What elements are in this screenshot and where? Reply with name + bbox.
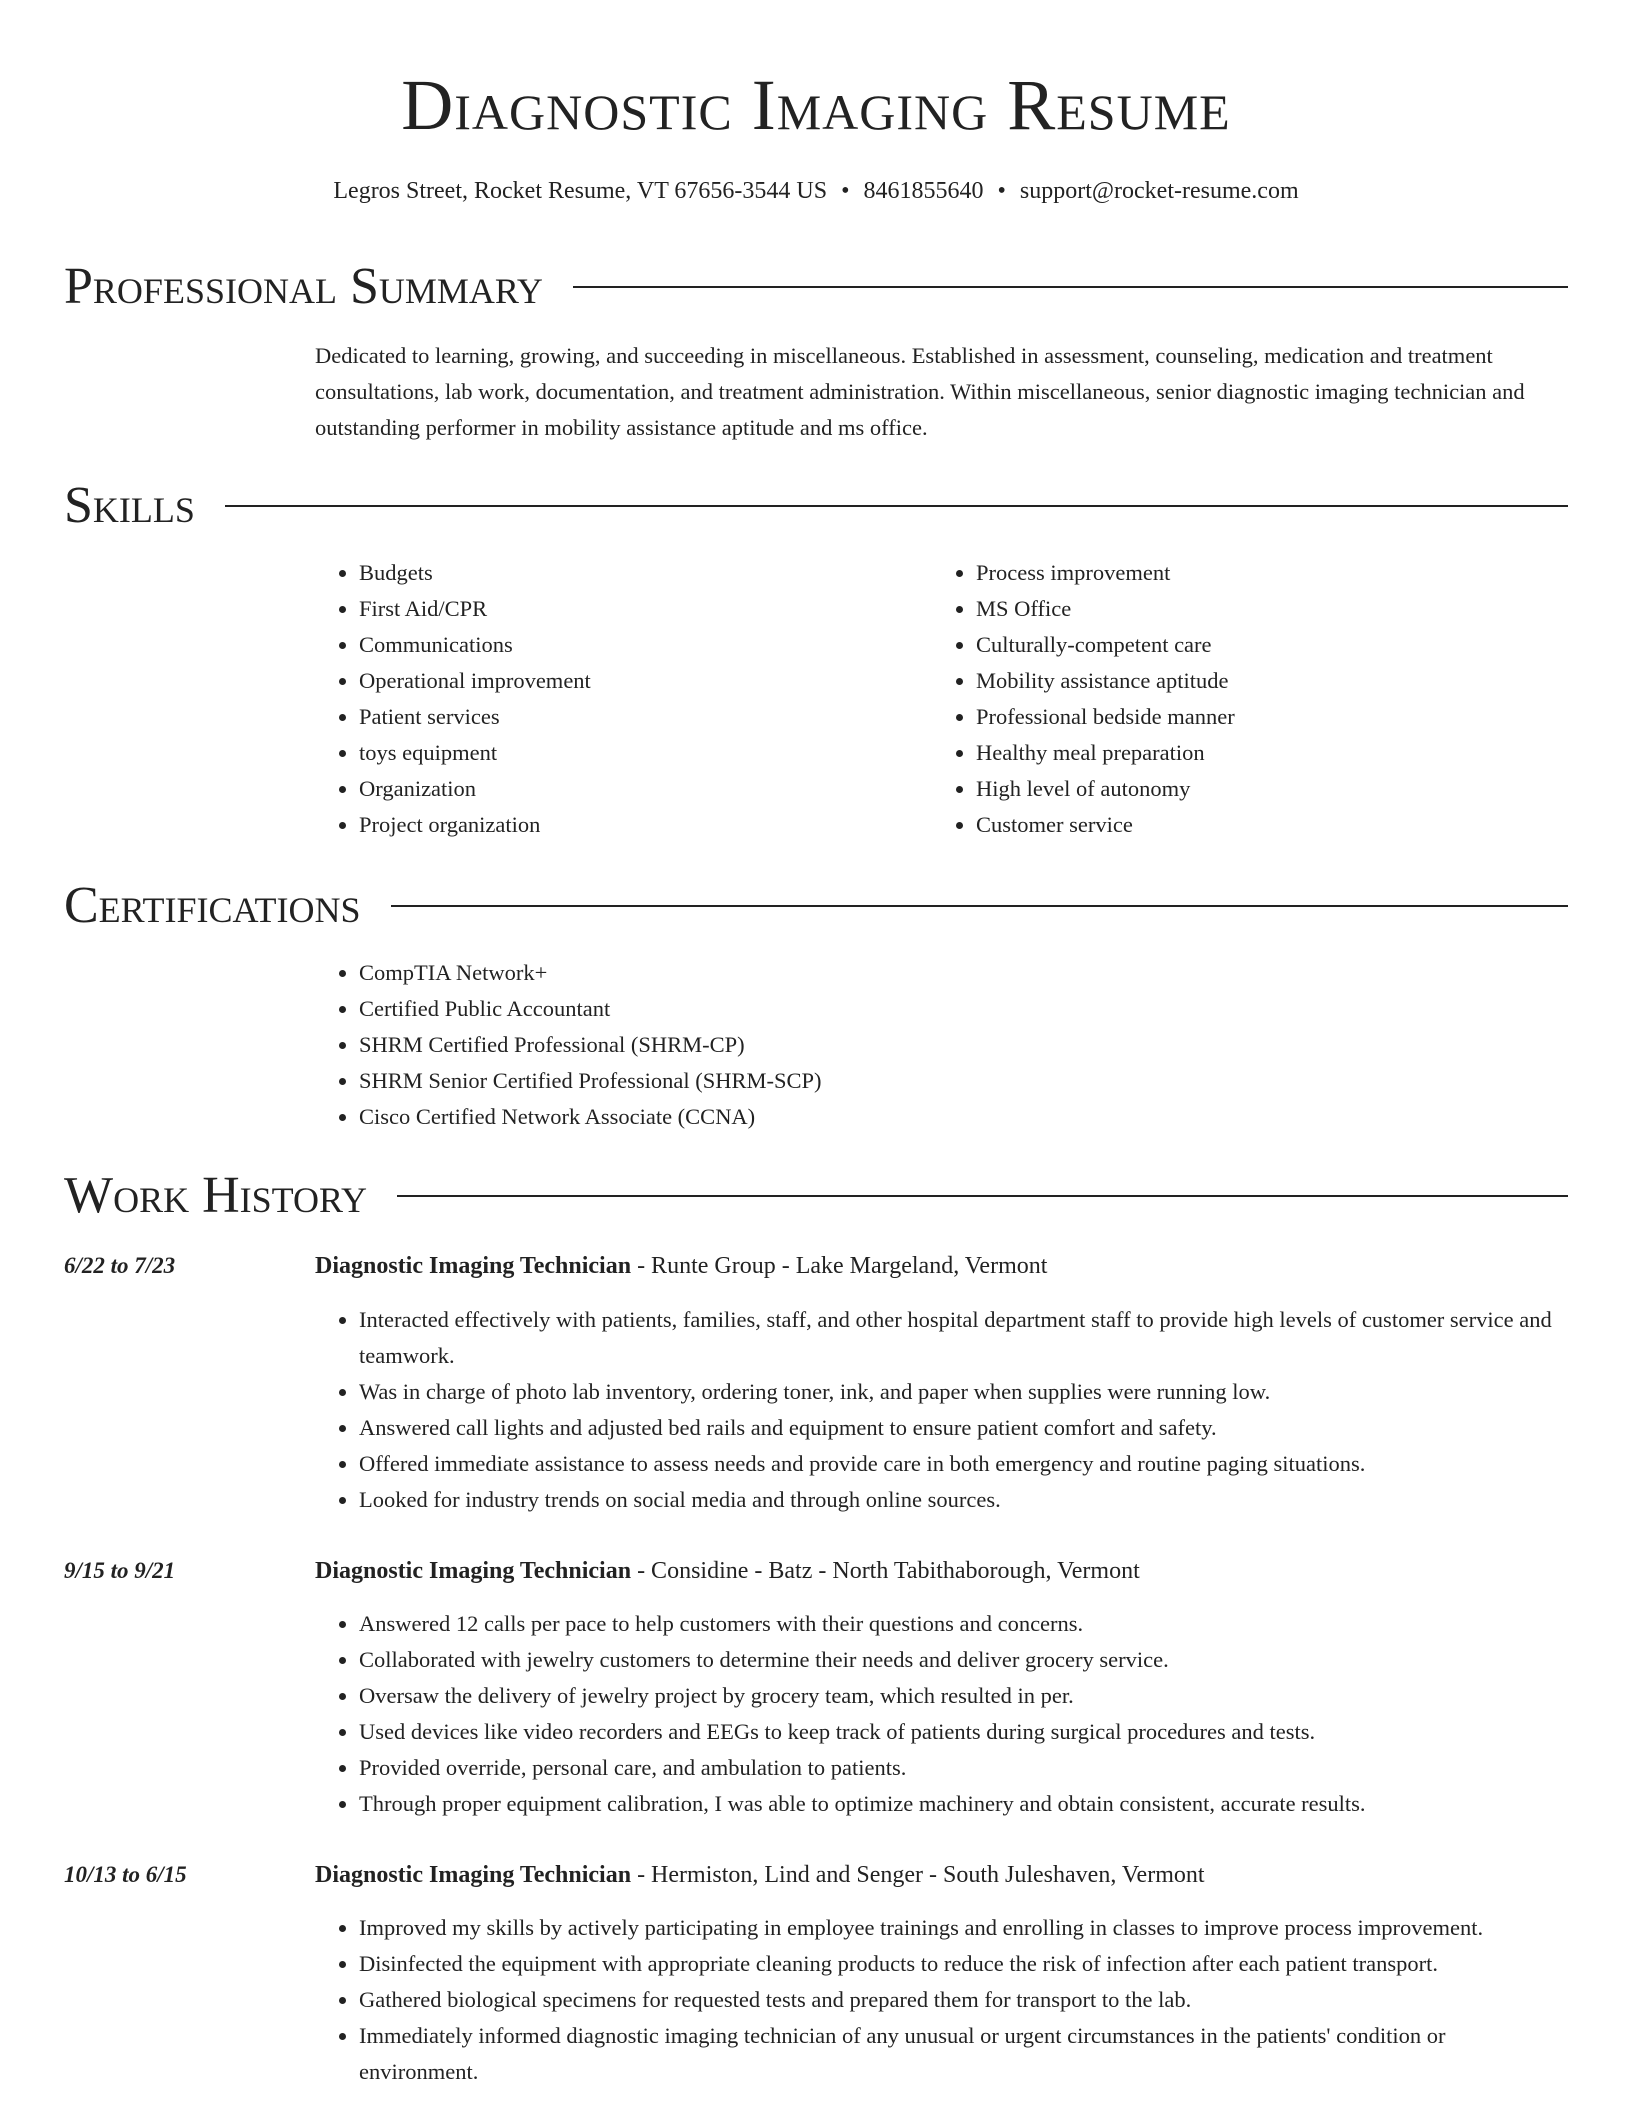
job-title: Diagnostic Imaging Technician — [315, 1253, 632, 1279]
section-title: Professional Summary — [64, 258, 543, 315]
certification-item: • CompTIA Network+ — [359, 955, 1315, 991]
job-title-line — [315, 1857, 1570, 1893]
job-title: Diagnostic Imaging Technician — [315, 1862, 632, 1888]
job-bullet: • Answered call lights and adjusted bed rails and equipment to ensure patient comfort and safety. — [359, 1410, 1570, 1446]
contact-email: support@rocket-resume.com — [1019, 178, 1299, 204]
section-rule — [397, 1195, 1568, 1197]
job-bullets — [315, 1606, 1570, 1822]
certifications-block — [315, 955, 1315, 1135]
contact-separator: • — [997, 178, 1006, 204]
job-bullet: • Used devices like video recorders and EEGs to keep track of patients during surgical procedures and tests. — [359, 1714, 1570, 1750]
skill-item: • Patient services — [359, 699, 915, 735]
skill-item: • Project organization — [359, 807, 915, 843]
section-title: Certifications — [64, 877, 361, 934]
certification-item: • SHRM Senior Certified Professional (SHRM-SCP) — [359, 1063, 1315, 1099]
job-bullet: • Answered 12 calls per pace to help customers with their questions and concerns. — [359, 1606, 1570, 1642]
certification-item: • Certified Public Accountant — [359, 991, 1315, 1027]
job-bullet-list — [315, 1302, 1570, 1518]
job-bullet: • Immediately informed diagnostic imaging technician of any unusual or urgent circumstances in the patients' condition or environment. — [359, 2018, 1570, 2090]
job-bullet: • Looked for industry trends on social media and through online sources. — [359, 1482, 1570, 1518]
skill-item: • toys equipment — [359, 735, 915, 771]
certifications-section-heading — [64, 871, 1568, 941]
job-bullet: • Collaborated with jewelry customers to determine their needs and deliver grocery service. — [359, 1642, 1570, 1678]
summary-text: Dedicated to learning, growing, and succeeding in miscellaneous. Established in assessment, counseling, medication and treatment consultations, lab work, documentation, and treatment administration. Within miscellaneous, senior diagnostic imaging technician and outstanding performer in mobility assistance aptitude and ms office. — [315, 343, 1525, 440]
skills-list-right — [932, 555, 1532, 843]
job-bullet-list — [315, 1910, 1570, 2090]
contact-separator: • — [841, 178, 850, 204]
job-bullets — [315, 1910, 1570, 2090]
skill-item: • High level of autonomy — [976, 771, 1532, 807]
skills-right-column — [932, 555, 1532, 843]
job-dates: 10/13 to 6/15 — [64, 1862, 187, 1887]
skills-list-left — [315, 555, 915, 843]
job-title-line — [315, 1248, 1570, 1284]
skill-item: • Budgets — [359, 555, 915, 591]
skill-item: • Communications — [359, 627, 915, 663]
skill-item: • MS Office — [976, 591, 1532, 627]
job-bullet: • Interacted effectively with patients, families, staff, and other hospital department staff to provide high levels of customer service and teamwork. — [359, 1302, 1570, 1374]
job-bullet: • Disinfected the equipment with appropriate cleaning products to reduce the risk of infection after each patient transport. — [359, 1946, 1570, 1982]
skill-item: • Mobility assistance aptitude — [976, 663, 1532, 699]
job-bullet: • Oversaw the delivery of jewelry project by grocery team, which resulted in per. — [359, 1678, 1570, 1714]
section-rule — [391, 905, 1568, 907]
job-dates: 6/22 to 7/23 — [64, 1253, 176, 1278]
certification-item: • SHRM Certified Professional (SHRM-CP) — [359, 1027, 1315, 1063]
contact-line — [0, 174, 1632, 208]
job-bullet: • Through proper equipment calibration, I was able to optimize machinery and obtain consistent, accurate results. — [359, 1786, 1570, 1822]
skill-item: • Customer service — [976, 807, 1532, 843]
job-bullet: • Improved my skills by actively participating in employee trainings and enrolling in classes to improve process improvement. — [359, 1910, 1570, 1946]
skill-item: • Organization — [359, 771, 915, 807]
job-details: - Hermiston, Lind and Senger - South Juleshaven, Vermont — [631, 1862, 1205, 1888]
job-bullet: • Gathered biological specimens for requested tests and prepared them for transport to the lab. — [359, 1982, 1570, 2018]
job-bullet: • Provided override, personal care, and ambulation to patients. — [359, 1750, 1570, 1786]
job-bullet: • Offered immediate assistance to assess needs and provide care in both emergency and routine paging situations. — [359, 1446, 1570, 1482]
contact-phone: 8461855640 — [863, 178, 984, 204]
summary-section-heading — [64, 252, 1568, 322]
job-title-line — [315, 1553, 1570, 1589]
section-rule — [225, 505, 1568, 507]
work-history-section-heading — [64, 1161, 1568, 1231]
section-rule — [573, 286, 1568, 288]
skill-item: • Culturally-competent care — [976, 627, 1532, 663]
job-bullet: • Was in charge of photo lab inventory, ordering toner, ink, and paper when supplies were running low. — [359, 1374, 1570, 1410]
section-title: Work History — [64, 1167, 368, 1224]
job-title: Diagnostic Imaging Technician — [315, 1558, 632, 1584]
job-bullets — [315, 1302, 1570, 1518]
resume-name: Diagnostic Imaging Resume — [401, 65, 1231, 145]
skills-left-column — [315, 555, 915, 843]
skills-section-heading — [64, 471, 1568, 541]
job-dates: 9/15 to 9/21 — [64, 1558, 176, 1583]
section-title: Skills — [64, 477, 195, 534]
certifications-list — [315, 955, 1315, 1135]
job-details: - Runte Group - Lake Margeland, Vermont — [631, 1253, 1048, 1279]
certification-item: • Cisco Certified Network Associate (CCNA) — [359, 1099, 1315, 1135]
skill-item: • Process improvement — [976, 555, 1532, 591]
skill-item: • Operational improvement — [359, 663, 915, 699]
skill-item: • Professional bedside manner — [976, 699, 1532, 735]
job-bullet-list — [315, 1606, 1570, 1822]
contact-address: Legros Street, Rocket Resume, VT 67656-3544 US — [333, 178, 828, 204]
skill-item: • Healthy meal preparation — [976, 735, 1532, 771]
skill-item: • First Aid/CPR — [359, 591, 915, 627]
job-details: - Considine - Batz - North Tabithaborough, Vermont — [631, 1558, 1140, 1584]
